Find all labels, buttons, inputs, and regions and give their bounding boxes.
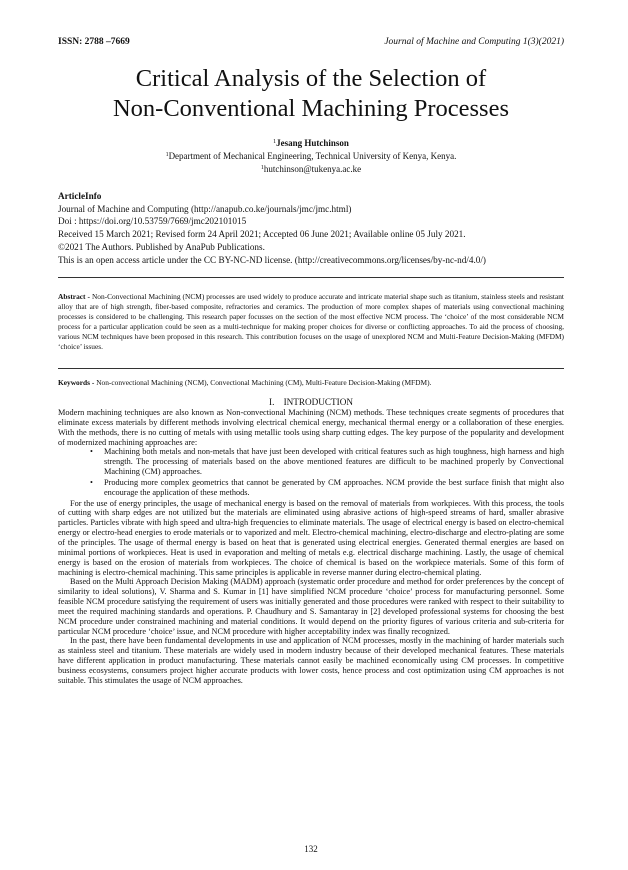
divider-top bbox=[58, 277, 564, 278]
article-info-heading: ArticleInfo bbox=[58, 191, 102, 201]
bullet-icon: • bbox=[90, 447, 93, 457]
body-text bbox=[58, 408, 564, 686]
issn: ISSN: 2788 –7669 bbox=[58, 37, 130, 47]
email-sup: 1 bbox=[260, 165, 264, 171]
abstract bbox=[58, 292, 564, 353]
running-header bbox=[58, 37, 564, 51]
divider-bottom bbox=[58, 368, 564, 369]
section-heading bbox=[58, 396, 564, 408]
author-name: Jesang Hutchinson bbox=[276, 138, 349, 148]
affiliation-sup: 1 bbox=[165, 152, 169, 158]
author-email bbox=[58, 163, 564, 176]
email-text: hutchinson@tukenya.ac.ke bbox=[263, 164, 362, 174]
section-number: I. bbox=[269, 397, 275, 407]
journal-citation: Journal of Machine and Computing 1(3)(2021) bbox=[384, 37, 564, 47]
article-info-journal: Journal of Machine and Computing (http://anapub.co.ke/journals/jmc/jmc.html) bbox=[58, 203, 352, 214]
keywords-label: Keywords - bbox=[58, 378, 97, 387]
author-sup: 1 bbox=[273, 139, 277, 145]
bullet-list bbox=[58, 447, 564, 497]
bullet-item-2 bbox=[58, 478, 564, 498]
abstract-label: Abstract - bbox=[58, 292, 92, 301]
paper-title bbox=[58, 64, 564, 124]
abstract-text: Non-Convectional Machining (NCM) processes are used widely to produce accurate and intricate material shape such as titanium, stainless steels and resistant alloy that are of high strength, fiber-based composite, refractories and ceramics. The production of more complex shapes of materials using convectional machining processes is considered to be challenging. This research paper focusses on the section of the most effective NCM process. The ‘choice’ of the most considerable NCM process for a particular application could be seen as a multi-technique for making proper choices for diverse or conflicting approaches. To aid the process of choosing, various NCM techniques have been proposed in this research. This contribution focuses on the usage of unexplored NCM and Multi-Feature Decision-Making (MFDM) ‘choice’ issues. bbox=[58, 292, 564, 352]
page-number: 132 bbox=[304, 844, 318, 854]
section-title: INTRODUCTION bbox=[283, 397, 353, 407]
article-info-dates: Received 15 March 2021; Revised form 24 April 2021; Accepted 06 June 2021; Available online 05 July 2021. bbox=[58, 229, 466, 240]
title-line-1: Critical Analysis of the Selection of bbox=[135, 65, 487, 92]
bullet-icon: • bbox=[90, 477, 93, 487]
bullet-text-2: Producing more complex geometrics that cannot be generated by CM approaches. NCM provide the best surface finish that might also encourage the application of these methods. bbox=[104, 477, 564, 497]
paragraph-2: For the use of energy principles, the usage of mechanical energy is based on the removal of materials from workpieces. With this process, the tools of cutting with sharp edges are not utilized but the materials are eliminated using abrasive actions of high-speed streams of hard, smaller abrasive particles. Particles vibrate with high speed and ultra-high frequencies to eliminate materials. The usage of electrical energy is based on electro-chemical energy or electro-head energies to erode materials or to vaporized and melt. Electro-chemical machining, electro-discharge and electro-plating are some of the principles. The usage of thermal energy is based on heat that is generated using electrical energies. Generated thermal energies are based on minimal portions of workpieces. Heat is used in evaporation and melting of metals e.g. electrical discharge machining. Lastly, the usage of chemical energy is based on the erosion of materials from workpieces. The choice of chemical is based on the workpiece materials. Some of this form of machining is electro-chemical machining. This same principles is applicable in reverse manner during electro-chemical plating. bbox=[58, 498, 564, 577]
paragraph-4: In the past, there have been fundamental developments in use and application of NCM processes, mostly in the machining of harder materials such as stainless steel and titanium. These materials are widely used in modern industry because of their developed mechanical features. These materials have different application in product manufacturing. These materials cannot easily be machined economically using CM processes. In competitive business ecosystems, consumers project higher accurate products with lower costs, hence process and cost optimization using CM approaches is not suitable. This stimulates the usage of NCM approaches. bbox=[58, 636, 564, 685]
bullet-item-1 bbox=[58, 447, 564, 477]
author-line bbox=[58, 137, 564, 150]
article-info-doi: Doi : https://doi.org/10.53759/7669/jmc202101015 bbox=[58, 216, 247, 227]
article-info bbox=[58, 190, 564, 266]
title-line-2: Non-Conventional Machining Processes bbox=[112, 95, 510, 122]
bullet-text-1: Machining both metals and non-metals that have just been developed with critical features such as high toughness, high harness and high strength. The processing of materials based on the above mentioned features are difficult to be machined properly by Convectional Machining (CM) approaches. bbox=[104, 447, 564, 477]
article-info-license: This is an open access article under the CC BY-NC-ND license. (http://creativecommons.org/licenses/by-nc-nd/4.0/) bbox=[58, 254, 486, 265]
affiliation bbox=[58, 150, 564, 163]
affiliation-text: Department of Mechanical Engineering, Technical University of Kenya, Kenya. bbox=[168, 151, 457, 161]
paragraph-1: Modern machining techniques are also known as Non-convectional Machining (NCM) methods. These techniques create segments of procedures that eliminate excess materials by different methods involving electrical chemical energy, mechanical thermal energy or a collaboration of these energies. With the methods, there is no cutting of metals with using metallic tools using sharp cutting edges. The key purpose of the popularity and development of modernized machining approaches are: bbox=[58, 408, 564, 447]
keywords-text: Non-convectional Machining (NCM), Convectional Machining (CM), Multi-Feature Decision-Making (MFDM). bbox=[96, 378, 432, 387]
article-info-copyright: ©2021 The Authors. Published by AnaPub Publications. bbox=[58, 241, 265, 252]
keywords bbox=[58, 378, 564, 388]
paragraph-3: Based on the Multi Approach Decision Making (MADM) approach (systematic order procedure and method for order preferences by the concept of similarity to ideal solutions), V. Sharma and S. Kumar in [1] have simplified NCM procedure ‘choice’ process for manufacturing personnel. Some feasible NCM procedure satisfying the requirement of users was initially generated and those procedures were ranked with respect to their suitability to meet the required machining standards and operations. P. Chaudhury and S. Samantaray in [2] developed professional systems for choosing the best NCM procedure under constrained machining and material conditions. It would depend on the priority figures of various criteria and sub-criteria for particular NCM procedure ‘choice’ issue, and NCM procedure with higher acceptability index was finally recognized. bbox=[58, 577, 564, 636]
